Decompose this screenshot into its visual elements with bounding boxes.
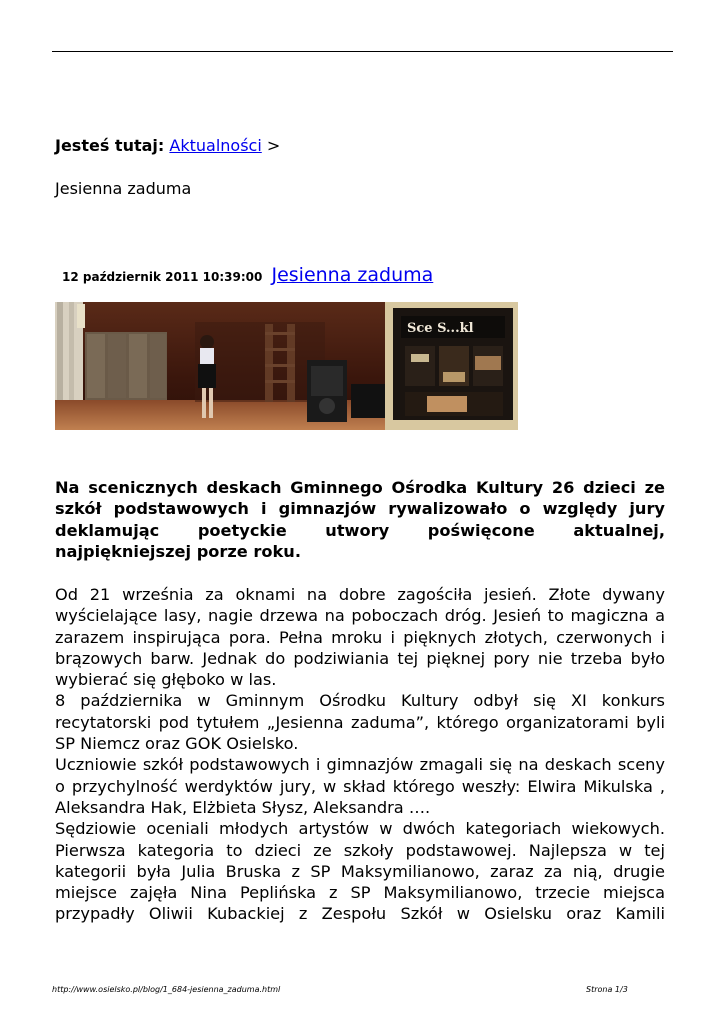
article-paragraph: Sędziowie oceniali młodych artystów w dwóch kategoriach wiekowych. Pierwsza kategoria to dzieci ze szkoły podstawowej. Najlepsza w tej kategorii była Julia Bruska z SP Maksymilianowo, zaraz za nią, drugie miejsce zajęła Nina Peplińska z SP Maksymilianowo, trzecie miejsca przypadły Oliwii Kubackiej z Zespołu Szkół w Osielsku oraz Kamili: [55, 819, 665, 924]
footer-url: http://www.osielsko.pl/blog/1_684-jesienna_zaduma.html: [52, 985, 281, 994]
post-header: [62, 264, 433, 286]
article-paragraph: Uczniowie szkół podstawowych i gimnazjów zmagali się na deskach sceny o przychylność werdyktów jury, w skład którego weszły: Elwira Mikulska , Aleksandra Hak, Elżbieta Słysz, Aleksandra ….: [55, 755, 665, 817]
article-photo: [55, 302, 518, 430]
post-title-link[interactable]: Jesienna zaduma: [271, 264, 434, 286]
breadcrumb: [55, 136, 280, 156]
header-rule: [52, 51, 673, 52]
footer-page-number: Strona 1/3: [586, 985, 628, 994]
page-title: Jesienna zaduma: [55, 179, 192, 198]
post-date: 12 październik 2011 10:39:00: [62, 270, 263, 284]
article-body: [55, 584, 665, 925]
breadcrumb-label: Jesteś tutaj:: [55, 136, 165, 155]
breadcrumb-separator: >: [266, 136, 281, 155]
article-paragraph: 8 października w Gminnym Ośrodku Kultury odbył się XI konkurs recytatorski pod tytułem „Jesienna zaduma”, którego organizatorami byli SP Niemcz oraz GOK Osielsko.: [55, 691, 665, 754]
article-lead: Na scenicznych deskach Gminnego Ośrodka Kultury 26 dzieci ze szkół podstawowych i gimnazjów rywalizowało o względy jury deklamując poetyckie utwory poświęcone aktualnej, najpiękniejszej porze roku.: [55, 478, 665, 561]
stage-sign-text: Sce S...kl: [407, 321, 474, 336]
breadcrumb-link-aktualnosci[interactable]: Aktualności: [169, 136, 262, 155]
article-paragraph: Od 21 września za oknami na dobre zagościła jesień. Złote dywany wyścielające lasy, nagie drzewa na poboczach dróg. Jesień to magiczna a zarazem inspirująca pora. Pełna mroku i pięknych złotych, czerwonych i brązowych barw. Jednak do podziwiania tej pięknej pory nie trzeba było wybierać się głęboko w las.: [55, 585, 665, 690]
